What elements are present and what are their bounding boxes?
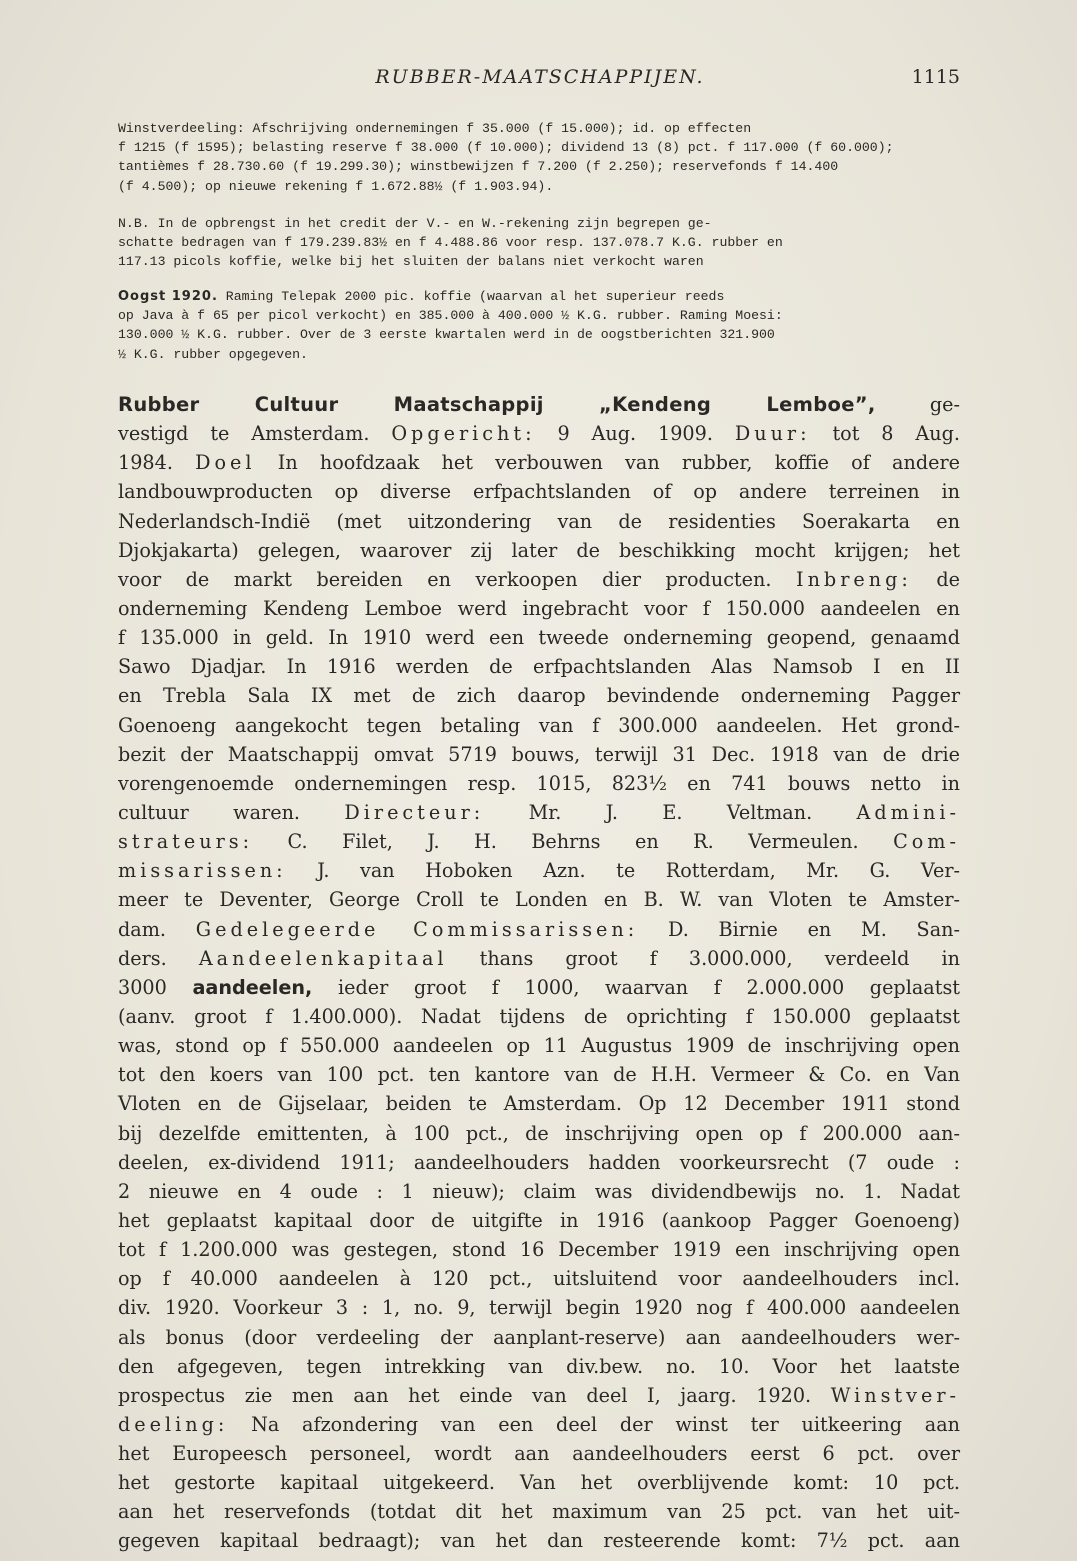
entry-text: cultuur waren. [118, 800, 345, 824]
entry-line: tot den koers van 100 pct. ten kantore van de H.H. Vermeer & Co. en Van [118, 1063, 960, 1087]
page-number: 1115 [911, 66, 960, 88]
entry-text: Na afzondering van een deel der winst ter uitkeering aan [228, 1412, 960, 1436]
oogst-text: Raming Telepak 2000 pic. koffie (waarvan al het superieur reeds [217, 289, 725, 304]
entry-line [118, 390, 960, 419]
entry-line: den afgegeven, tegen intrekking van div.bew. no. 10. Voor het laatste [118, 1354, 960, 1378]
nb-line: schatte bedragen van f 179.239.83½ en f 4.488.86 voor resp. 137.078.7 K.G. rubber en [118, 235, 783, 251]
entry-line [118, 1381, 960, 1410]
entry-line: het gestorte kapitaal uitgekeerd. Van het overblijvende komt: 10 pct. [118, 1471, 960, 1495]
entry-text: In hoofdzaak het verbouwen van rubber, koffie of andere [255, 451, 960, 475]
entry-line [118, 1410, 960, 1439]
oogst-line: op Java à f 65 per picol verkocht) en 385.000 à 400.000 ½ K.G. rubber. Raming Moesi: [118, 308, 783, 324]
label-winstverdeeling-cont: deeling: [118, 1412, 229, 1436]
entry-line [118, 856, 960, 885]
entry-line: tot f 1.200.000 was gestegen, stond 16 December 1919 een inschrijving open [118, 1238, 960, 1262]
entry-line: div. 1920. Voorkeur 3 : 1, no. 9, terwijl begin 1920 nog f 400.000 aandeelen [118, 1296, 960, 1320]
entry-text: dam. [118, 917, 196, 941]
page-header [120, 66, 960, 100]
entry-text: 3000 [118, 975, 193, 999]
entry-line: Goenoeng aangekocht tegen betaling van f 300.000 aandeelen. Het grond- [118, 713, 960, 737]
nb-paragraph [118, 214, 958, 272]
entry-line: en Trebla Sala IX met de zich daarop bevindende onderneming Pagger [118, 684, 960, 708]
entry-text: C. Filet, J. H. Behrns en R. Vermeulen. [253, 830, 894, 854]
oogst-line: 130.000 ½ K.G. rubber. Over de 3 eerste kwartalen werd in de oogstberichten 321.900 [118, 327, 775, 343]
oogst-line [118, 287, 958, 306]
label-winstverdeeling: Winstver- [830, 1383, 960, 1407]
entry-line: aan het reservefonds (totdat dit het maximum van 25 pct. van het uit- [118, 1500, 960, 1524]
entry-text: J. van Hoboken Azn. te Rotterdam, Mr. G. Ver- [286, 859, 960, 883]
winstverdeeling-line: Winstverdeeling: Afschrijving ondernemingen f 35.000 (f 15.000); id. op effecten [118, 121, 752, 136]
entry-line: bezit der Maatschappij omvat 5719 bouws, terwijl 31 Dec. 1918 van de drie [118, 742, 960, 766]
label-doel: Doel [195, 451, 256, 475]
winstverdeeling-line: tantièmes f 28.730.60 (f 19.299.30); winstbewijzen f 7.200 (f 2.250); reservefonds f 14.400 [118, 159, 839, 175]
entry-text: ieder groot f 1000, waarvan f 2.000.000 geplaatst [312, 975, 961, 999]
entry-line [118, 798, 960, 827]
winstverdeeling-line: (f 4.500); op nieuwe rekening f 1.672.88½ (f 1.903.94). [118, 178, 554, 194]
entry-line [118, 915, 960, 944]
winstverdeeling-paragraph [118, 119, 958, 196]
entry-line: (aanv. groot f 1.400.000). Nadat tijdens de oprichting f 150.000 geplaatst [118, 1004, 960, 1028]
label-gedelegeerde-commissarissen: Gedelegeerde Commissarissen: [195, 917, 639, 941]
entry-line: het geplaatst kapitaal door de uitgifte in 1916 (aankoop Pagger Goenoeng) [118, 1208, 960, 1232]
entry-text: 1984. [118, 451, 196, 475]
oogst-paragraph [118, 287, 958, 364]
entry-text: prospectus zie men aan het einde van deel I, jaarg. 1920. [118, 1383, 831, 1407]
entry-line: Vloten en de Gijselaar, beiden te Amsterdam. Op 12 December 1911 stond [118, 1092, 960, 1116]
entry-line: als bonus (door verdeeling der aanplant-reserve) aan aandeelhouders wer- [118, 1325, 960, 1349]
company-name: Rubber Cultuur Maatschappij „Kendeng Lemboe”, [118, 393, 876, 416]
entry-line: het Europeesch personeel, wordt aan aandeelhouders eerst 6 pct. over [118, 1442, 960, 1466]
oogst-line: ½ K.G. rubber opgegeven. [118, 346, 308, 362]
entry-text: thans groot f 3.000.000, verdeeld in [447, 946, 961, 970]
label-commissarissen-cont: missarissen: [118, 859, 287, 883]
entry-line [118, 419, 960, 448]
label-aandeelenkapitaal: Aandeelenkapitaal [198, 946, 448, 970]
entry-line: f 135.000 in geld. In 1910 werd een tweede onderneming geopend, genaamd [118, 626, 960, 650]
label-inbreng: Inbreng: [795, 567, 912, 591]
label-commissarissen: Com- [893, 830, 960, 854]
entry-text: D. Birnie en M. San- [638, 917, 960, 941]
entry-line: op f 40.000 aandeelen à 120 pct., uitsluitend voor aandeelhouders incl. [118, 1267, 960, 1291]
entry-text: tot 8 Aug. [810, 422, 960, 446]
entry-line: onderneming Kendeng Lemboe werd ingebracht voor f 150.000 aandeelen en [118, 596, 960, 620]
entry-text: vestigd te Amsterdam. [118, 422, 392, 446]
nb-line: 117.13 picols koffie, welke bij het sluiten der balans niet verkocht waren [118, 254, 704, 270]
entry-line: meer te Deventer, George Croll te Londen en B. W. van Vloten te Amster- [118, 888, 960, 912]
entry-text: 9 Aug. 1909. [535, 422, 735, 446]
entry-line: bij dezelfde emittenten, à 100 pct., de inschrijving open op f 200.000 aan- [118, 1121, 960, 1145]
entry-line: Nederlandsch-Indië (met uitzondering van de residenties Soerakarta en [118, 509, 960, 533]
label-administrateurs: Admini- [856, 800, 960, 824]
label-aandeelen: aandeelen, [192, 975, 313, 999]
label-administrateurs-cont: strateurs: [118, 830, 254, 854]
entry-text: de [911, 567, 960, 591]
entry-line: vorengenoemde ondernemingen resp. 1015, 823½ en 741 bouws netto in [118, 771, 960, 795]
entry-line: Sawo Djadjar. In 1916 werden de erfpachtslanden Alas Namsob I en II [118, 655, 960, 679]
running-title: RUBBER-MAATSCHAPPIJEN. [375, 66, 705, 88]
entry-line: was, stond op f 550.000 aandeelen op 11 Augustus 1909 de inschrijving open [118, 1034, 960, 1058]
entry-line: deelen, ex-dividend 1911; aandeelhouders hadden voorkeursrecht (7 oude : [118, 1150, 960, 1174]
oogst-label: Oogst 1920. [118, 289, 218, 304]
label-duur: Duur: [734, 422, 811, 446]
entry-line [118, 448, 960, 477]
entry-line: Djokjakarta) gelegen, waarover zij later de beschikking mocht krijgen; het [118, 538, 960, 562]
label-directeur: Directeur: [344, 800, 485, 824]
entry-line [118, 944, 960, 973]
entry-line: gegeven kapitaal bedraagt); van het dan resteerende komt: 7½ pct. aan [118, 1529, 960, 1553]
entry-line [118, 973, 960, 1002]
entry-text: Mr. J. E. Veltman. [484, 800, 857, 824]
entry-line [118, 827, 960, 856]
entry-line [118, 565, 960, 594]
entry-text: ders. [118, 946, 199, 970]
entry-text: voor de markt bereiden en verkoopen dier producten. [118, 567, 796, 591]
nb-line: N.B. In de opbrengst in het credit der V.- en W.-rekening zijn begrepen ge- [118, 216, 712, 231]
entry-line: landbouwproducten op diverse erfpachtslanden of op andere terreinen in [118, 480, 960, 504]
winstverdeeling-line: f 1215 (f 1595); belasting reserve f 38.000 (f 10.000); dividend 13 (8) pct. f 117.000 (f 60.000); [118, 140, 894, 156]
company-entry [118, 390, 960, 1556]
company-name-tail: ge- [875, 393, 960, 416]
entry-line: 2 nieuwe en 4 oude : 1 nieuw); claim was dividendbewijs no. 1. Nadat [118, 1179, 960, 1203]
label-opgericht: Opgericht: [391, 422, 536, 446]
